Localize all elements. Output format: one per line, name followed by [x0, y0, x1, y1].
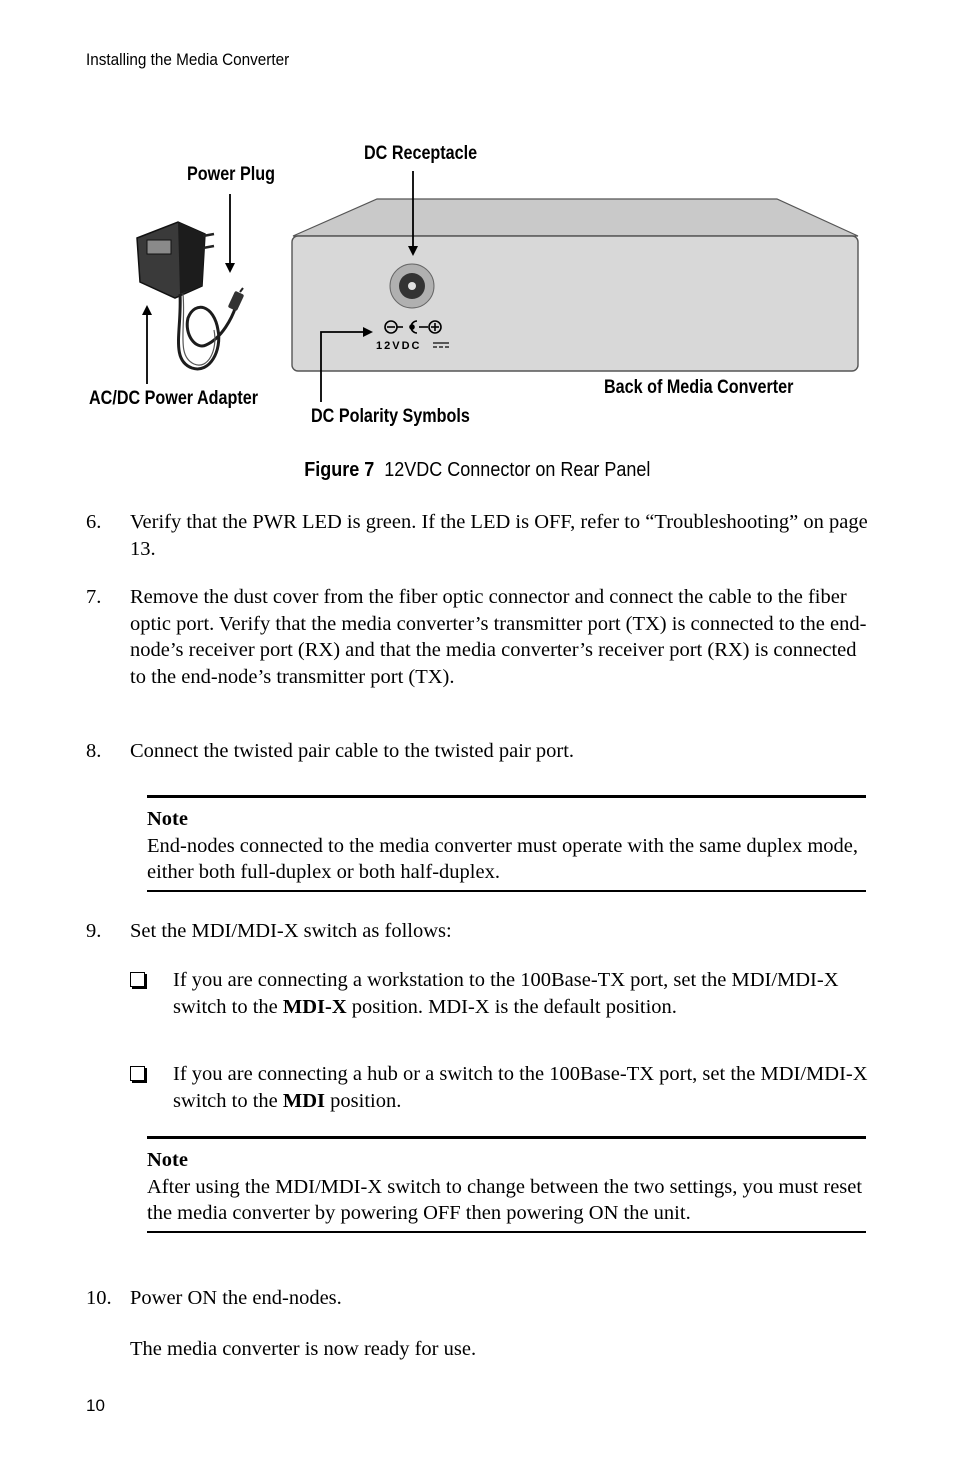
power-adapter — [137, 222, 244, 369]
caption-label: Figure 7 — [303, 459, 374, 481]
note-duplex — [147, 795, 866, 892]
step-text: Power ON the end-nodes. — [130, 1287, 342, 1309]
bullet-hub-switch — [130, 1061, 870, 1115]
step-number: 6. — [86, 511, 102, 533]
running-header: Installing the Media Converter — [86, 50, 290, 69]
note-reset — [147, 1136, 866, 1233]
step-text: Connect the twisted pair cable to the twisted pair port. — [130, 740, 575, 762]
note-text: After using the MDI/MDI-X switch to change between the two settings, you must reset the media converter by powering OFF then powering ON the unit. — [147, 1175, 863, 1224]
bullet-workstation — [130, 967, 870, 1021]
closing-paragraph — [86, 1336, 876, 1363]
label-power-plug: Power Plug — [187, 164, 275, 185]
note-text: End-nodes connected to the media converter must operate with the same duplex mode, either both full-duplex or both half-duplex. — [147, 834, 859, 883]
page-number: 10 — [86, 1396, 105, 1415]
panel-marking: 12VDC — [376, 340, 422, 352]
step-text: Remove the dust cover from the fiber optic connector and connect the cable to the fiber optic port. Verify that the media converter’s transmitter port (TX) is connected to the end-node’s receiver port (RX) and that the media converter’s receiver port (RX) is connected to the end-node’s transmitter port (TX). — [130, 586, 867, 688]
figure-7 — [0, 0, 954, 460]
label-dc-polarity: DC Polarity Symbols — [311, 406, 470, 427]
bullet-bold: MDI — [282, 1090, 326, 1112]
step-number: 10. — [86, 1287, 112, 1309]
step-7 — [86, 584, 876, 690]
step-number: 7. — [86, 586, 102, 608]
bullet-text: If you are connecting a workstation to the 100Base-TX port, set the MDI/MDI-X switch to the — [173, 969, 839, 1018]
bullet-text: position. — [325, 1090, 402, 1112]
step-text: Set the MDI/MDI-X switch as follows: — [130, 920, 452, 942]
step-6 — [86, 509, 876, 562]
caption-text: 12VDC Connector on Rear Panel — [383, 459, 651, 481]
bullet-text: position. MDI-X is the default position. — [346, 996, 677, 1018]
step-8 — [86, 738, 876, 765]
label-dc-receptacle: DC Receptacle — [364, 143, 478, 164]
step-number: 9. — [86, 920, 102, 942]
label-ac-dc-adapter: AC/DC Power Adapter — [89, 388, 259, 409]
label-back-of-converter: Back of Media Converter — [604, 377, 794, 398]
note-title: Note — [147, 808, 188, 830]
closing-text: The media converter is now ready for use. — [130, 1338, 477, 1360]
checkbox-bullet-icon — [130, 972, 145, 987]
step-9 — [86, 918, 876, 945]
checkbox-bullet-icon — [130, 1066, 145, 1081]
figure-caption — [0, 459, 954, 482]
media-converter-back-panel — [292, 199, 858, 371]
step-number: 8. — [86, 740, 102, 762]
note-title: Note — [147, 1149, 188, 1171]
bullet-bold: MDI-X — [282, 996, 347, 1018]
step-text: Verify that the PWR LED is green. If the LED is OFF, refer to “Troubleshooting” on page 13. — [130, 511, 868, 560]
step-10 — [86, 1285, 876, 1312]
bullet-text: If you are connecting a hub or a switch to the 100Base-TX port, set the MDI/MDI-X switch to the — [173, 1063, 868, 1112]
